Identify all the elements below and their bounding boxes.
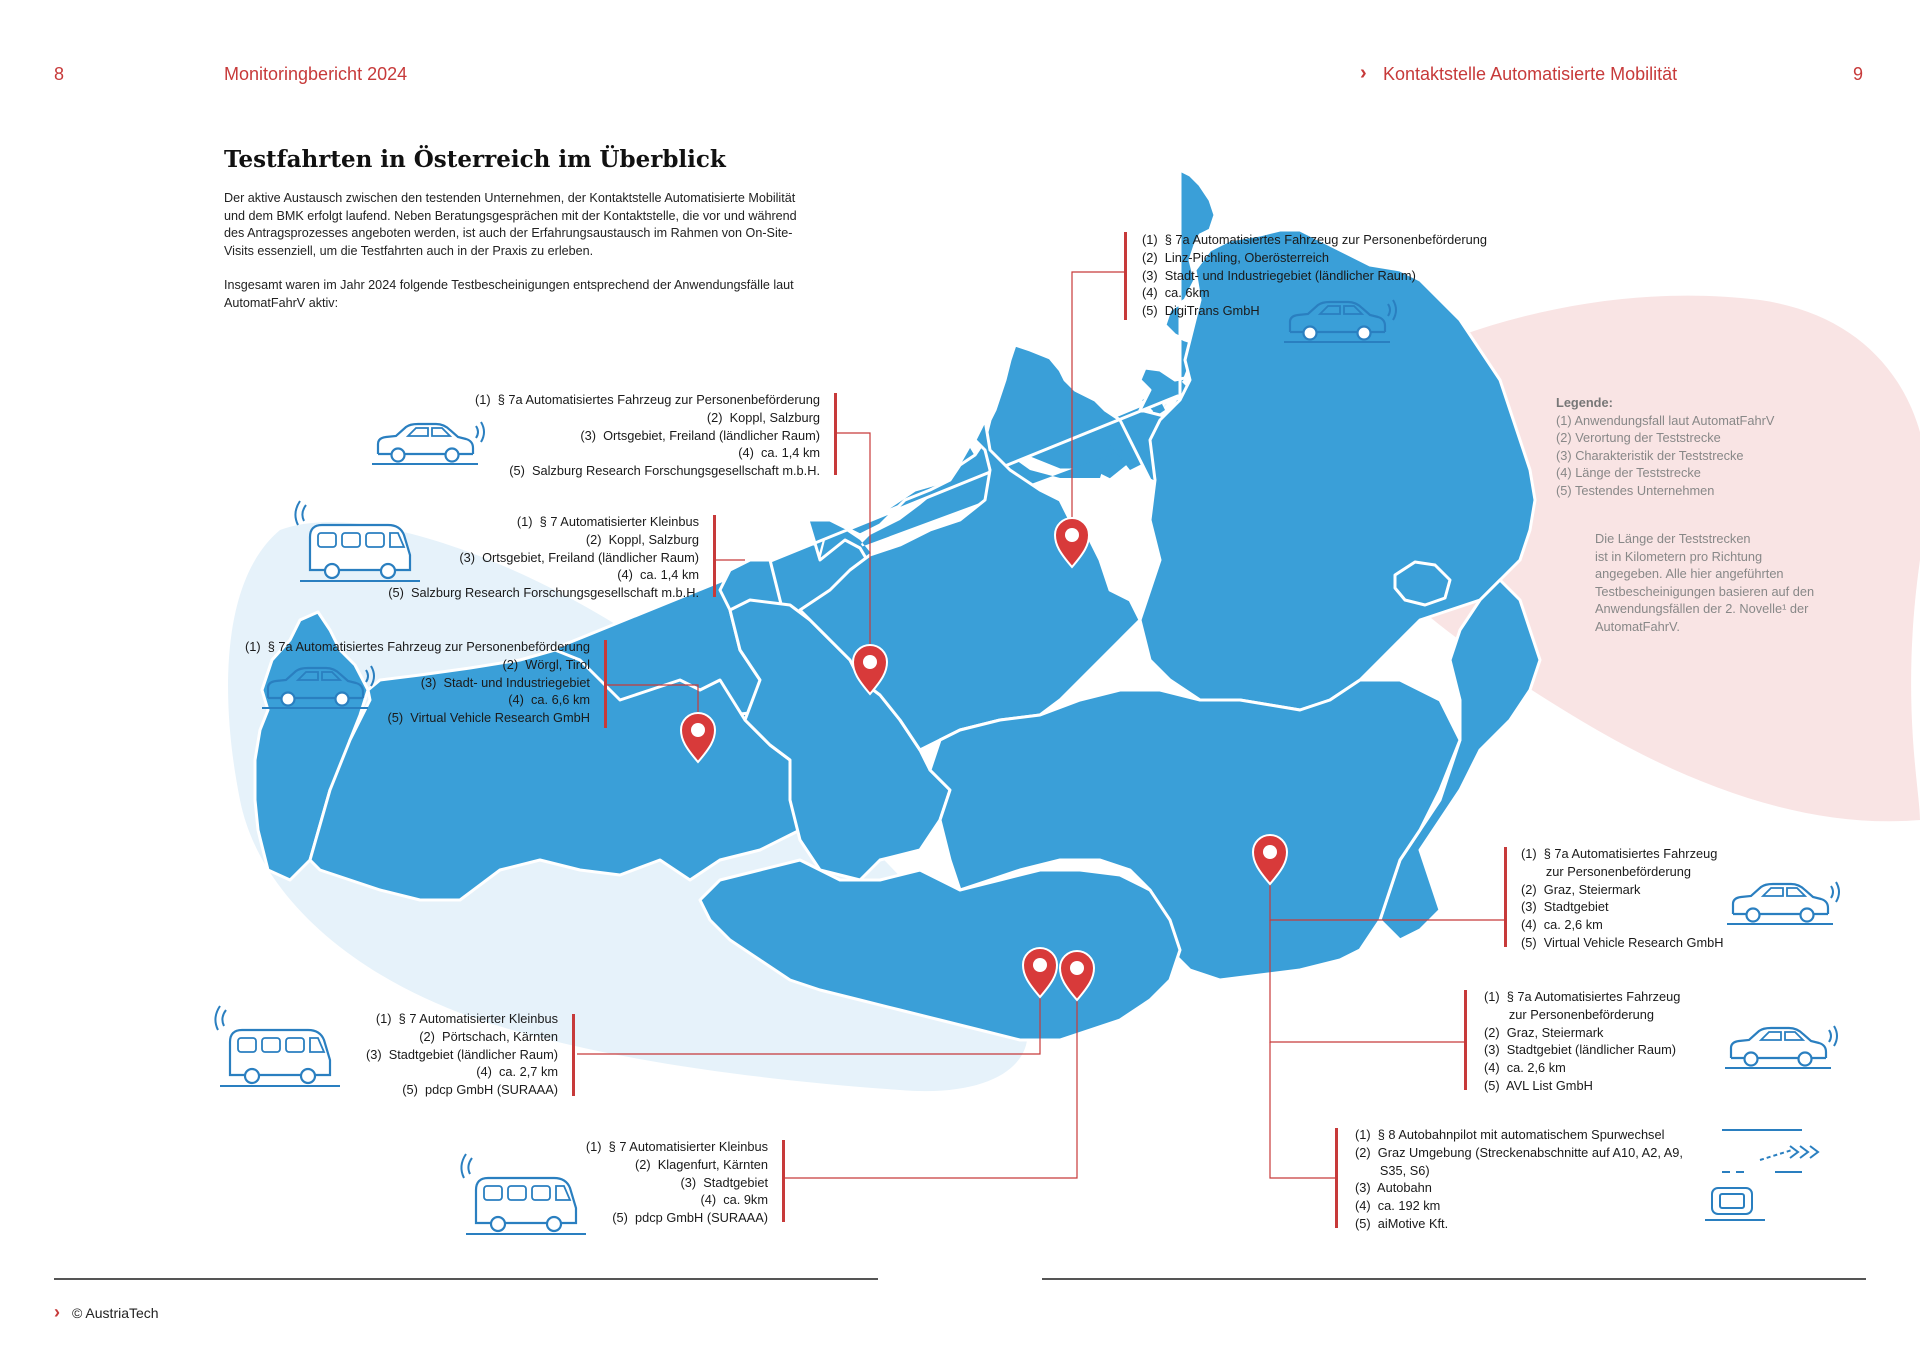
footer-copyright: © AustriaTech xyxy=(72,1305,159,1321)
intro-line: Der aktive Austausch zwischen den testenden Unternehmen, der Kontaktstelle Automatisierte Mobilität xyxy=(224,191,796,205)
legend-item: (1) Anwendungsfall laut AutomatFahrV xyxy=(1556,412,1775,428)
annotation-line: (3) Autobahn xyxy=(1355,1180,1432,1196)
annotation-line: (2) Koppl, Salzburg xyxy=(706,409,820,425)
annotation-line: (5) pdcp GmbH (SURAAA) xyxy=(402,1082,558,1098)
annotation-line: S35, S6) xyxy=(1355,1162,1430,1178)
annotation-line: (2) Pörtschach, Kärnten xyxy=(419,1028,558,1044)
highway-pilot-icon xyxy=(1705,1130,1818,1220)
page-number-left: 8 xyxy=(54,64,65,84)
annotation-linz xyxy=(1142,231,1487,320)
legend-note-line: Die Länge der Teststrecken xyxy=(1595,531,1751,546)
annotation-line: (5) DigiTrans GmbH xyxy=(1142,303,1260,319)
annotation-poertschach xyxy=(366,1010,558,1099)
bus-icon xyxy=(461,1154,586,1234)
legend-item: (5) Testendes Unternehmen xyxy=(1556,482,1715,498)
chevron-right-icon: › xyxy=(1360,62,1367,84)
annotation-line: (5) Virtual Vehicle Research GmbH xyxy=(387,710,590,726)
annotation-line: (1) § 7 Automatisierter Kleinbus xyxy=(375,1011,558,1026)
footer-divider-left xyxy=(54,1278,878,1280)
annotation-line: (4) ca. 192 km xyxy=(1355,1198,1441,1214)
annotation-line: (1) § 7a Automatisiertes Fahrzeug zur Personenbeförderung xyxy=(245,639,590,654)
annotation-graz-vv xyxy=(1521,845,1723,952)
annotation-autobahn xyxy=(1355,1126,1683,1233)
annotation-line: (1) § 8 Autobahnpilot mit automatischem Spurwechsel xyxy=(1355,1127,1665,1142)
annotation-line: (2) Koppl, Salzburg xyxy=(585,531,699,547)
annotation-line: (3) Stadtgebiet (ländlicher Raum) xyxy=(1484,1042,1677,1058)
annotation-line: (1) § 7a Automatisiertes Fahrzeug xyxy=(1484,989,1681,1004)
annotation-line: (5) pdcp GmbH (SURAAA) xyxy=(612,1210,768,1226)
header-right-title: Kontaktstelle Automatisierte Mobilität xyxy=(1383,64,1678,84)
legend-item: (3) Charakteristik der Teststrecke xyxy=(1556,447,1744,463)
intro-line: und dem BMK erfolgt laufend. Neben Beratungsgesprächen mit der Kontaktstelle, die vor und während xyxy=(224,208,797,223)
annotation-line: (5) aiMotive Kft. xyxy=(1355,1215,1449,1231)
legend-note-line: Anwendungsfällen der 2. Novelle¹ der xyxy=(1595,601,1809,617)
annotation-line: (2) Linz-Pichling, Oberösterreich xyxy=(1142,249,1330,265)
annotation-line: (2) Graz Umgebung (Streckenabschnitte auf A10, A2, A9, xyxy=(1355,1144,1683,1160)
annotation-line: (4) ca. 2,6 km xyxy=(1484,1060,1566,1076)
annotation-line: (1) § 7a Automatisiertes Fahrzeug zur Personenbeförderung xyxy=(475,392,820,407)
legend-note-line: ist in Kilometern pro Richtung xyxy=(1595,548,1763,564)
annotation-line: (5) Virtual Vehicle Research GmbH xyxy=(1521,934,1724,950)
legend-item: (2) Verortung der Teststrecke xyxy=(1556,430,1721,446)
page-title: Testfahrten in Österreich im Überblick xyxy=(224,146,726,173)
footer-divider-right xyxy=(1042,1278,1866,1280)
legend-item: (4) Länge der Teststrecke xyxy=(1556,465,1701,481)
legend-note-line: Testbescheinigungen basieren auf den xyxy=(1595,583,1815,599)
header-left-title: Monitoringbericht 2024 xyxy=(224,64,408,84)
intro-line: des Antragsprozesses angeboten werden, ist auch der Erfahrungsaustausch im Rahmen von On-Site- xyxy=(224,226,793,241)
annotation-line: zur Personenbeförderung xyxy=(1521,863,1692,879)
bus-icon xyxy=(215,1006,340,1086)
annotation-line: (2) Graz, Steiermark xyxy=(1484,1024,1604,1040)
annotation-line: (3) Stadtgebiet (ländlicher Raum) xyxy=(365,1046,558,1062)
annotation-line: (1) § 7a Automatisiertes Fahrzeug zur Personenbeförderung xyxy=(1142,232,1487,247)
intro-line: AutomatFahrV aktiv: xyxy=(224,295,339,310)
annotation-line: (4) ca. 1,4 km xyxy=(738,445,820,461)
car-icon xyxy=(372,422,484,464)
legend-note-line: AutomatFahrV. xyxy=(1595,618,1680,634)
annotation-line: (4) ca. 2,6 km xyxy=(1521,917,1603,933)
legend-note-line: angegeben. Alle hier angeführten xyxy=(1595,566,1784,582)
annotation-line: (3) Stadtgebiet xyxy=(1521,899,1609,915)
page-number-right: 9 xyxy=(1853,64,1864,84)
annotation-line: (3) Stadt- und Industriegebiet xyxy=(420,674,590,690)
annotation-line: (3) Ortsgebiet, Freiland (ländlicher Raum) xyxy=(459,549,699,565)
annotation-line: (2) Klagenfurt, Kärnten xyxy=(634,1156,768,1172)
intro-line: Visits essenziell, um die Testfahrten auch in der Praxis zu erleben. xyxy=(224,243,594,258)
chevron-right-icon: › xyxy=(54,1302,60,1322)
annotation-line: (4) ca. 9km xyxy=(700,1192,768,1208)
annotation-line: (4) ca. 2,7 km xyxy=(476,1064,558,1080)
car-icon xyxy=(1727,882,1839,924)
car-icon xyxy=(1725,1026,1837,1068)
annotation-klagenfurt xyxy=(586,1138,768,1227)
annotation-line: (3) Stadt- und Industriegebiet (ländlicher Raum) xyxy=(1142,267,1416,283)
legend xyxy=(1556,394,1774,500)
intro-paragraph-2 xyxy=(224,277,904,312)
annotation-line: (3) Ortsgebiet, Freiland (ländlicher Raum) xyxy=(580,427,820,443)
annotation-line: (2) Graz, Steiermark xyxy=(1521,881,1641,897)
annotation-koppl-bus xyxy=(388,513,699,602)
annotation-line: (1) § 7 Automatisierter Kleinbus xyxy=(585,1139,768,1154)
annotation-line: (5) AVL List GmbH xyxy=(1484,1077,1593,1093)
annotation-line: (5) Salzburg Research Forschungsgesellschaft m.b.H. xyxy=(509,463,820,479)
annotation-line: (4) ca. 6,6 km xyxy=(508,692,590,708)
annotation-line: (1) § 7 Automatisierter Kleinbus xyxy=(516,514,699,529)
annotation-line: (4) ca. 6km xyxy=(1142,285,1210,301)
annotation-graz-avl xyxy=(1484,988,1680,1095)
annotation-koppl-car xyxy=(475,391,820,480)
legend-note xyxy=(1595,530,1875,636)
annotation-line: (3) Stadtgebiet xyxy=(680,1174,768,1190)
intro-paragraph-1 xyxy=(224,190,904,260)
intro-line: Insgesamt waren im Jahr 2024 folgende Testbescheinigungen entsprechend der Anwendungsfälle laut xyxy=(224,278,794,292)
legend-heading: Legende: xyxy=(1556,395,1613,410)
annotation-line: zur Personenbeförderung xyxy=(1484,1006,1655,1022)
annotation-line: (1) § 7a Automatisiertes Fahrzeug xyxy=(1521,846,1718,861)
annotation-line: (4) ca. 1,4 km xyxy=(617,567,699,583)
annotation-line: (5) Salzburg Research Forschungsgesellschaft m.b.H. xyxy=(388,585,699,601)
annotation-line: (2) Wörgl, Tirol xyxy=(502,656,590,672)
annotation-woergl xyxy=(245,638,590,727)
